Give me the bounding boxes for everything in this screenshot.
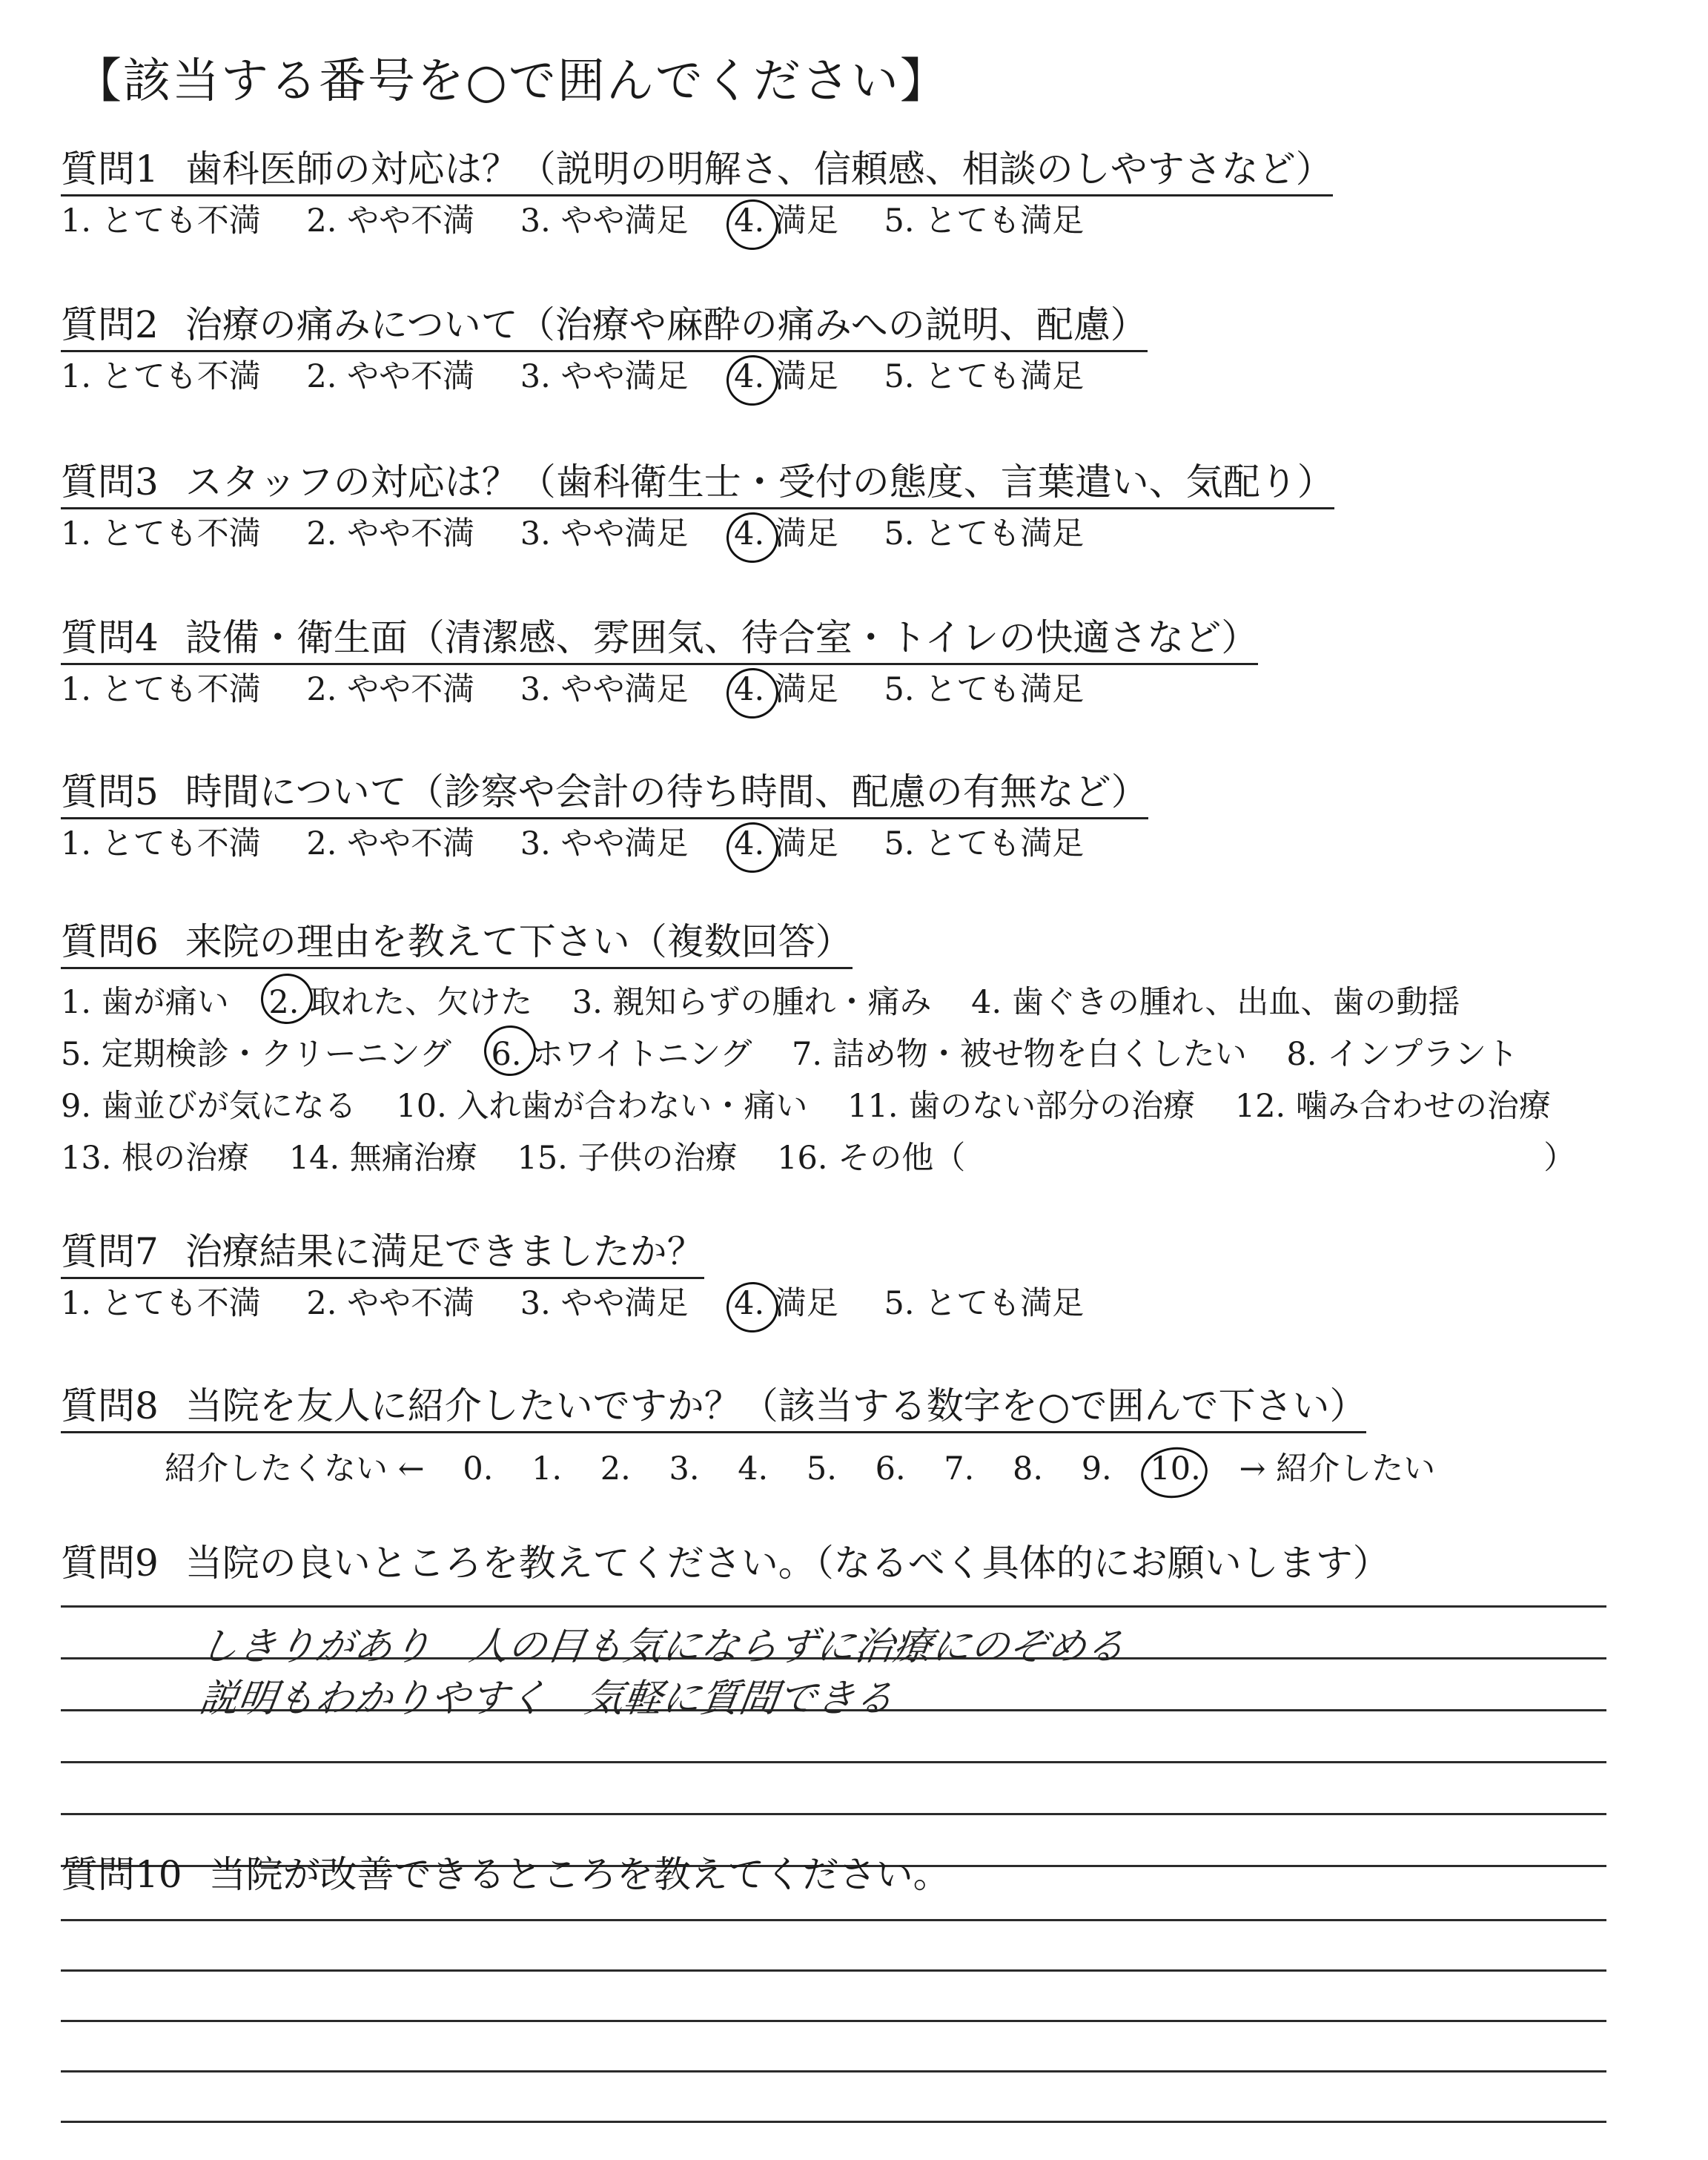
reason-3[interactable]: 3. 親知らずの腫れ・痛み	[572, 983, 932, 1021]
answer-line	[61, 2020, 1606, 2022]
scale-6[interactable]: 6.	[875, 1450, 906, 1487]
reason-1[interactable]: 1. 歯が痛い	[61, 983, 229, 1021]
scale-3[interactable]: 3.	[669, 1450, 700, 1487]
option-3[interactable]: 3. やや満足	[520, 825, 689, 862]
option-3[interactable]: 3. やや満足	[520, 202, 689, 240]
answer-line	[61, 1919, 1606, 1921]
option-2[interactable]: 2. やや不満	[306, 515, 475, 552]
option-4-selected[interactable]: 4. 満足	[734, 825, 838, 862]
question-5-text: 時間について（診察や会計の待ち時間、配慮の有無など）	[185, 770, 1148, 813]
question-3-number: 質問3	[61, 460, 159, 503]
scale-9[interactable]: 9.	[1081, 1450, 1112, 1487]
reason-16-other[interactable]: 16. その他（ ）	[777, 1139, 1576, 1177]
question-9-heading	[61, 1542, 1390, 1588]
question-1-number: 質問1	[61, 148, 159, 191]
option-5[interactable]: 5. とても満足	[884, 825, 1085, 862]
scale-left-label: 紹介したくない ←	[165, 1450, 425, 1487]
option-4-selected[interactable]: 4. 満足	[734, 515, 838, 552]
question-10-text: 当院が改善できるところを教えてください。	[208, 1853, 950, 1896]
option-1[interactable]: 1. とても不満	[61, 825, 261, 862]
question-1-heading	[61, 148, 1333, 196]
scale-0[interactable]: 0.	[463, 1450, 494, 1487]
scale-4[interactable]: 4.	[738, 1450, 769, 1487]
answer-line	[61, 1813, 1606, 1815]
option-2[interactable]: 2. やや不満	[306, 1284, 475, 1322]
question-1-text: 歯科医師の対応は？（説明の明解さ、信頼感、相談のしやすさなど）	[185, 148, 1333, 191]
question-6-text: 来院の理由を教えて下さい（複数回答）	[185, 920, 853, 963]
question-3-heading	[61, 461, 1334, 509]
question-5	[61, 771, 1664, 863]
question-7	[61, 1231, 1664, 1323]
option-5[interactable]: 5. とても満足	[884, 357, 1085, 395]
recommend-scale	[61, 1444, 1664, 1489]
reason-row-1	[61, 977, 1664, 1028]
question-4	[61, 617, 1664, 709]
answer-line	[61, 2121, 1606, 2123]
option-4-selected[interactable]: 4. 満足	[734, 357, 838, 395]
option-2[interactable]: 2. やや不満	[306, 202, 475, 240]
reason-8[interactable]: 8. インプラント	[1286, 1035, 1519, 1073]
question-2-text: 治療の痛みについて（治療や麻酔の痛みへの説明、配慮）	[185, 303, 1148, 346]
reason-5[interactable]: 5. 定期検診・クリーニング	[61, 1035, 451, 1073]
scale-5[interactable]: 5.	[806, 1450, 837, 1487]
question-5-heading	[61, 771, 1148, 819]
option-3[interactable]: 3. やや満足	[520, 670, 689, 708]
reason-10[interactable]: 10. 入れ歯が合わない・痛い	[396, 1087, 808, 1125]
question-9	[61, 1542, 1664, 1588]
reason-7[interactable]: 7. 詰め物・被せ物を白くしたい	[792, 1035, 1247, 1073]
scale-8[interactable]: 8.	[1013, 1450, 1044, 1487]
option-2[interactable]: 2. やや不満	[306, 825, 475, 862]
question-7-heading	[61, 1231, 704, 1279]
option-3[interactable]: 3. やや満足	[520, 515, 689, 552]
handwritten-answer-line-1: しきりがあり 人の目も気にならずに治療にのぞめる	[196, 1625, 1128, 1669]
question-2	[61, 304, 1664, 396]
option-1[interactable]: 1. とても不満	[61, 1284, 261, 1322]
question-2-options	[61, 358, 1664, 397]
reason-4[interactable]: 4. 歯ぐきの腫れ、出血、歯の動揺	[971, 983, 1460, 1021]
question-6-number: 質問6	[61, 920, 159, 963]
option-2[interactable]: 2. やや不満	[306, 357, 475, 395]
question-3-options	[61, 515, 1664, 554]
scale-10-selected[interactable]: 10.	[1150, 1450, 1201, 1487]
question-7-text: 治療結果に満足できましたか？	[185, 1230, 704, 1273]
option-5[interactable]: 5. とても満足	[884, 1284, 1085, 1322]
option-2[interactable]: 2. やや不満	[306, 670, 475, 708]
question-1	[61, 148, 1664, 240]
reason-14[interactable]: 14. 無痛治療	[288, 1139, 477, 1177]
scale-right-label: → 紹介したい	[1239, 1450, 1436, 1487]
option-4-selected[interactable]: 4. 満足	[734, 1284, 838, 1322]
reason-9[interactable]: 9. 歯並びが気になる	[61, 1087, 357, 1125]
option-3[interactable]: 3. やや満足	[520, 1284, 689, 1322]
reason-12[interactable]: 12. 噛み合わせの治療	[1234, 1087, 1551, 1125]
question-5-options	[61, 825, 1664, 864]
reason-15[interactable]: 15. 子供の治療	[517, 1139, 738, 1177]
question-5-number: 質問5	[61, 770, 159, 813]
scale-7[interactable]: 7.	[944, 1450, 975, 1487]
question-2-number: 質問2	[61, 303, 159, 346]
question-3	[61, 461, 1664, 553]
question-4-number: 質問4	[61, 616, 159, 659]
question-6-options	[61, 977, 1664, 1184]
question-9-number: 質問9	[61, 1542, 159, 1585]
option-3[interactable]: 3. やや満足	[520, 357, 689, 395]
question-3-text: スタッフの対応は？（歯科衛生士・受付の態度、言葉遣い、気配り）	[185, 460, 1334, 503]
reason-2-selected[interactable]: 2. 取れた、欠けた	[268, 977, 532, 1028]
reason-11[interactable]: 11. 歯のない部分の治療	[847, 1087, 1196, 1125]
reason-6-selected[interactable]: 6. ホワイトニング	[491, 1028, 752, 1080]
scale-1[interactable]: 1.	[532, 1450, 563, 1487]
question-10	[61, 1854, 1664, 1900]
option-1[interactable]: 1. とても不満	[61, 357, 261, 395]
handwritten-answer-line-2: 説明もわかりやすく 気軽に質問できる	[196, 1677, 897, 1721]
question-10-heading	[61, 1854, 950, 1900]
question-7-options	[61, 1285, 1664, 1324]
scale-2[interactable]: 2.	[600, 1450, 631, 1487]
question-6-heading	[61, 921, 853, 969]
reason-row-4	[61, 1132, 1664, 1184]
reason-13[interactable]: 13. 根の治療	[61, 1139, 250, 1177]
answer-line	[61, 1969, 1606, 1972]
question-2-heading	[61, 304, 1148, 352]
question-10-number: 質問10	[61, 1853, 182, 1896]
question-7-number: 質問7	[61, 1230, 159, 1273]
reason-row-2	[61, 1028, 1664, 1080]
question-8-number: 質問8	[61, 1384, 159, 1427]
option-5[interactable]: 5. とても満足	[884, 515, 1085, 552]
question-8-text: 当院を友人に紹介したいですか？（該当する数字を○で囲んで下さい）	[185, 1384, 1367, 1427]
answer-line	[61, 1605, 1606, 1608]
question-9-text: 当院の良いところを教えてください。（なるべく具体的にお願いします）	[185, 1542, 1390, 1585]
answer-line	[61, 1761, 1606, 1763]
question-4-heading	[61, 617, 1258, 665]
question-4-options	[61, 671, 1664, 710]
reason-row-3	[61, 1080, 1664, 1132]
option-4-selected[interactable]: 4. 満足	[734, 670, 838, 708]
option-5[interactable]: 5. とても満足	[884, 202, 1085, 240]
page-title: 【該当する番号を○で囲んでください】	[74, 54, 949, 109]
question-6	[61, 921, 1664, 1184]
option-1[interactable]: 1. とても不満	[61, 670, 261, 708]
option-1[interactable]: 1. とても不満	[61, 515, 261, 552]
question-8-heading	[61, 1385, 1366, 1433]
question-8	[61, 1385, 1664, 1489]
option-1[interactable]: 1. とても不満	[61, 202, 261, 240]
question-1-options	[61, 202, 1664, 241]
answer-line	[61, 2070, 1606, 2073]
option-5[interactable]: 5. とても満足	[884, 670, 1085, 708]
option-4-selected[interactable]: 4. 満足	[734, 202, 838, 240]
question-4-text: 設備・衛生面（清潔感、雰囲気、待合室・トイレの快適さなど）	[185, 616, 1259, 659]
